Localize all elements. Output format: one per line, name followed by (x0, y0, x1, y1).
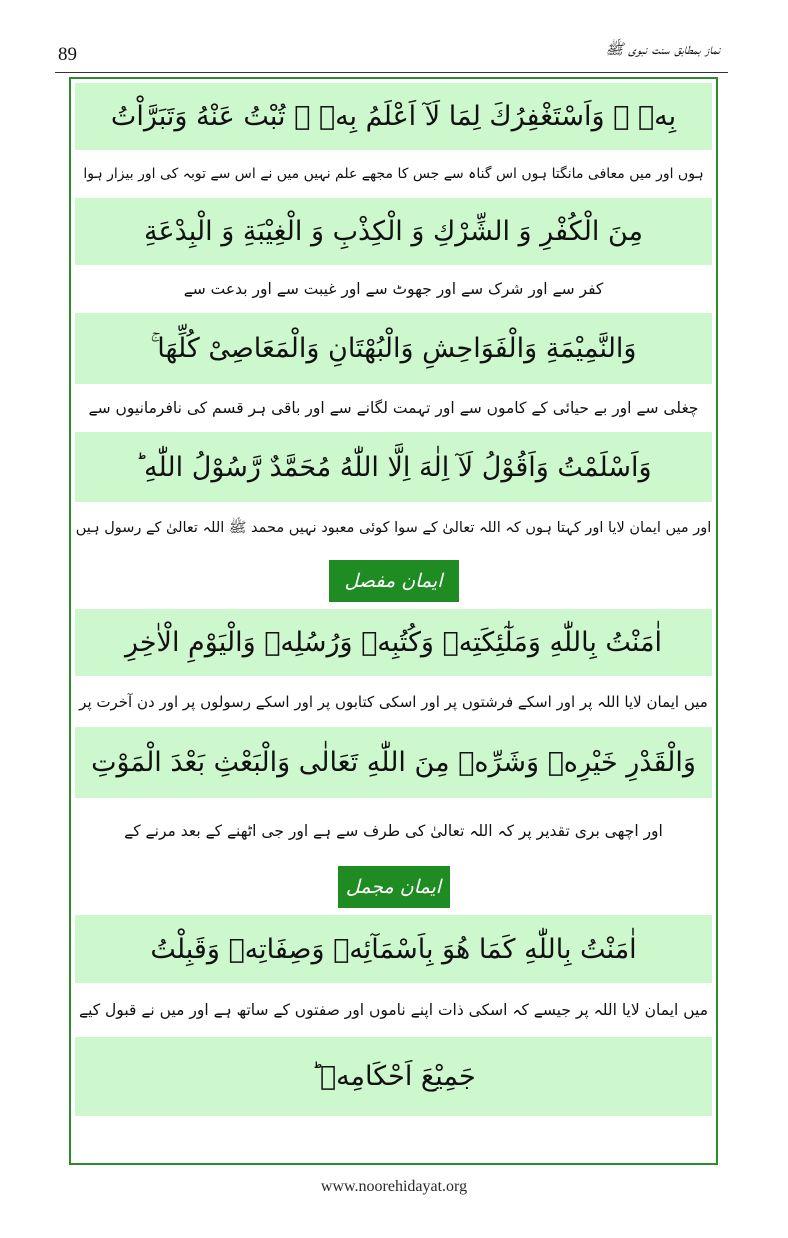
heading-iman-mufassal: ایمان مفصل (329, 560, 459, 602)
translation-line-2: کفر سے اور شرک سے اور جھوٹ سے اور غیبت سے اور بدعت سے (75, 267, 712, 311)
arabic-line-3: وَالنَّمِيْمَةِ وَالْفَوَاحِشِ وَالْبُهْتَانِ وَالْمَعَاصِىْ كُلِّهَا ۚ (75, 313, 712, 384)
arabic-line-1: بِهٖ ۚ وَاَسْتَغْفِرُكَ لِمَا لَآ اَعْلَمُ بِهٖ ۚ تُبْتُ عَنْهُ وَتَبَرَّاْتُ (75, 83, 712, 150)
arabic-line-8: جَمِيْعَ اَحْكَامِهٖ ؕ (75, 1037, 712, 1116)
arabic-line-7: اٰمَنْتُ بِاللّٰهِ كَمَا هُوَ بِاَسْمَآئِهٖ وَصِفَاتِهٖ وَقَبِلْتُ (75, 915, 712, 983)
heading-row-iman-mujmal (75, 862, 712, 912)
footer-website: www.noorehidayat.org (320, 1178, 468, 1195)
arabic-line-5: اٰمَنْتُ بِاللّٰهِ وَمَلٰٓئِكَتِهٖ وَكُتُبِهٖ وَرُسُلِهٖ وَالْيَوْمِ الْاٰخِرِ (75, 609, 712, 676)
running-title: نماز بمطابق سنت نبوی ﷺ (605, 40, 720, 58)
page-number: 89 (58, 44, 77, 65)
arabic-line-4: وَاَسْلَمْتُ وَاَقُوْلُ لَآ اِلٰهَ اِلَّا اللّٰهُ مُحَمَّدٌ رَّسُوْلُ اللّٰهِ ؕ (75, 432, 712, 502)
heading-iman-mujmal: ایمان مجمل (338, 866, 450, 908)
translation-line-1: ہوں اور میں معافی مانگتا ہوں اس گناہ سے جس کا مجھے علم نہیں میں نے اس سے توبہ کی اور بیزار ہوا (75, 152, 712, 196)
translation-line-4: اور میں ایمان لایا اور کہتا ہوں کہ اللہ تعالیٰ کے سوا کوئی معبود نہیں محمد ﷺ اللہ تعالیٰ کے رسول ہیں (75, 504, 712, 554)
translation-line-3: چغلی سے اور بے حیائی کے کاموں سے اور تہمت لگانے سے اور باقی ہر قسم کی نافرمانیوں سے (75, 386, 712, 430)
translation-line-5: میں ایمان لایا اللہ پر اور اسکے فرشتوں پر اور اسکی کتابوں پر اور اسکے رسولوں پر اور دن آخرت پر (75, 678, 712, 725)
content-frame (69, 77, 718, 1165)
translation-line-6: اور اچھی بری تقدیر پر کہ اللہ تعالیٰ کی طرف سے ہے اور جی اٹھنے کے بعد مرنے کے (75, 800, 712, 862)
heading-row-iman-mufassal (75, 556, 712, 606)
arabic-line-6: وَالْقَدْرِ خَيْرِهٖ وَشَرِّهٖ مِنَ اللّٰهِ تَعَالٰى وَالْبَعْثِ بَعْدَ الْمَوْتِ (75, 727, 712, 798)
header-divider (55, 72, 728, 73)
translation-line-7: میں ایمان لایا اللہ پر جیسے کہ اسکی ذات اپنے ناموں اور صفتوں کے ساتھ ہے اور میں نے قبول کیے (75, 985, 712, 1035)
arabic-line-2: مِنَ الْكُفْرِ وَ الشِّرْكِ وَ الْكِذْبِ وَ الْغِيْبَةِ وَ الْبِدْعَةِ (75, 198, 712, 265)
